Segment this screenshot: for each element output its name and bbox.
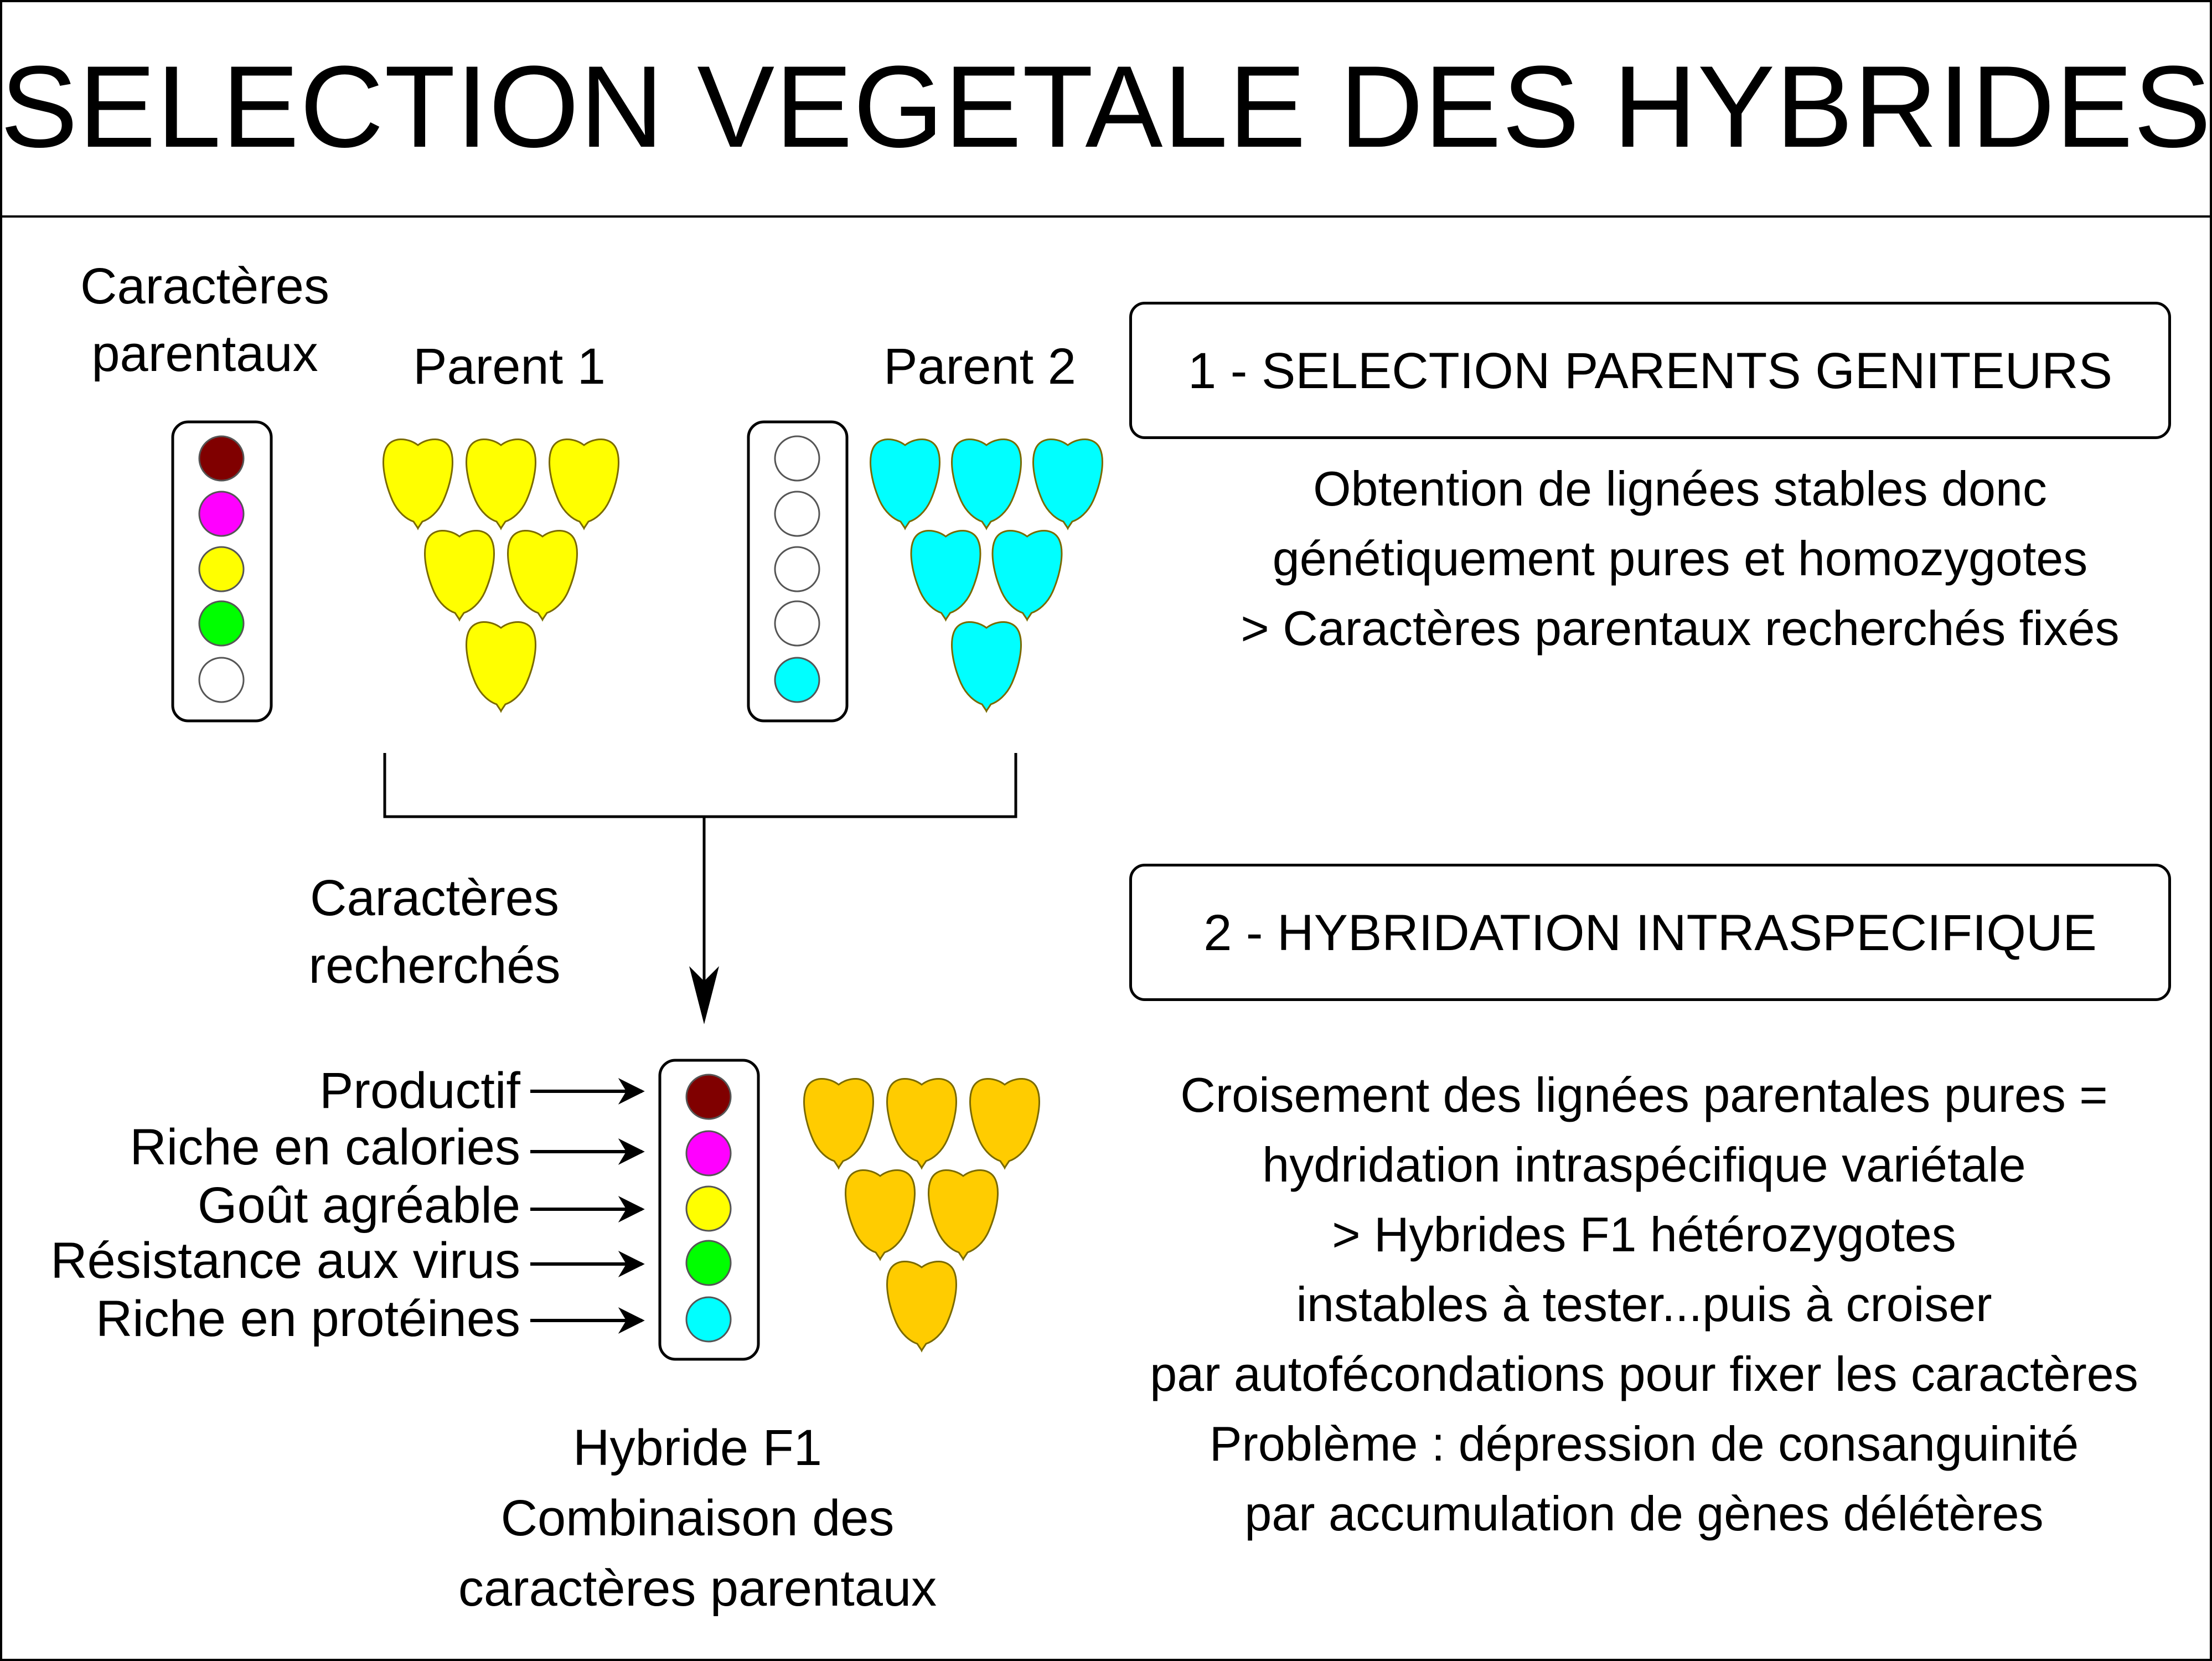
step2-line: Croisement des lignées parentales pures = [1180,1067,2108,1122]
parent2-trait-dot [775,436,819,481]
hybrid-label-line1: Hybride F1 [573,1420,822,1476]
parent2-kernel [871,439,940,528]
trait-gout-agreable: Goût agréable [197,1177,520,1234]
step2-line: Problème : dépression de consanguinité [1209,1416,2079,1471]
parent2-kernel [952,622,1021,711]
step1-line: Obtention de lignées stables donc [1313,461,2047,516]
hybrid-trait-dot [686,1187,731,1231]
trait-dots [199,436,819,1342]
parent1-kernel [508,530,577,620]
parent1-trait-dot [199,601,244,646]
parent2-kernel [993,530,1062,620]
hybrid-trait-dot [686,1075,731,1119]
step2-line: hydridation intraspécifique variétale [1262,1137,2026,1192]
parental-traits-label-line2: parentaux [91,326,318,382]
hybrid-kernel [804,1079,874,1168]
step1-title: 1 - SELECTION PARENTS GENITEURS [1188,343,2112,399]
step2-line: par autofécondations pour fixer les caractères [1150,1347,2138,1401]
hybrid-label-line3: caractères parentaux [458,1560,937,1617]
parent1-trait-dot [199,436,244,481]
hybrid-trait-dot [686,1131,731,1175]
trait-riche-proteines: Riche en protéines [95,1291,520,1347]
step1-line: génétiquement pures et homozygotes [1272,531,2088,586]
parent1-trait-dot [199,658,244,702]
hybrid-trait-dot [686,1241,731,1285]
parent1-kernel [467,622,536,711]
parent1-trait-dot [199,492,244,536]
parent1-kernel [384,439,453,528]
parent2-kernel [952,439,1021,528]
parent2-label: Parent 2 [883,338,1076,395]
hybrid-kernel [846,1170,915,1259]
parent2-kernel [1033,439,1103,528]
parent2-trait-dot [775,601,819,646]
trait-riche-calories: Riche en calories [130,1119,520,1175]
step2-line: > Hybrides F1 hétérozygotes [1332,1207,1956,1262]
parent2-trait-dot [775,547,819,591]
parent1-kernel [425,530,494,620]
trait-resistance-virus: Résistance aux virus [50,1232,520,1289]
step2-title: 2 - HYBRIDATION INTRASPECIFIQUE [1203,905,2097,961]
parent2-trait-dot [775,658,819,702]
sought-traits-label-line1: Caractères [310,870,559,926]
parent1-kernel [550,439,619,528]
trait-productif: Productif [319,1062,520,1119]
hybrid-kernel [970,1079,1040,1168]
hybrid-kernel [887,1079,957,1168]
parental-traits-label-line1: Caractères [80,258,329,314]
parent1-trait-dot [199,547,244,591]
hybrid-kernel [887,1261,957,1350]
parent1-kernel [467,439,536,528]
parent2-trait-dot [775,492,819,536]
hybrid-trait-dot [686,1297,731,1342]
sought-traits-label-line2: recherchés [308,937,561,994]
hybrid-kernel [929,1170,998,1259]
parent2-kernel [911,530,980,620]
parent1-label: Parent 1 [413,338,606,395]
step1-line: > Caractères parentaux recherchés fixés [1241,601,2120,656]
hybrid-label-line2: Combinaison des [500,1490,895,1546]
step2-line: instables à tester...puis à croiser [1296,1277,1992,1332]
page-title: SELECTION VEGETALE DES HYBRIDES [0,42,2212,172]
step2-line: par accumulation de gènes délétères [1244,1486,2044,1541]
cross-bracket [385,753,1016,817]
